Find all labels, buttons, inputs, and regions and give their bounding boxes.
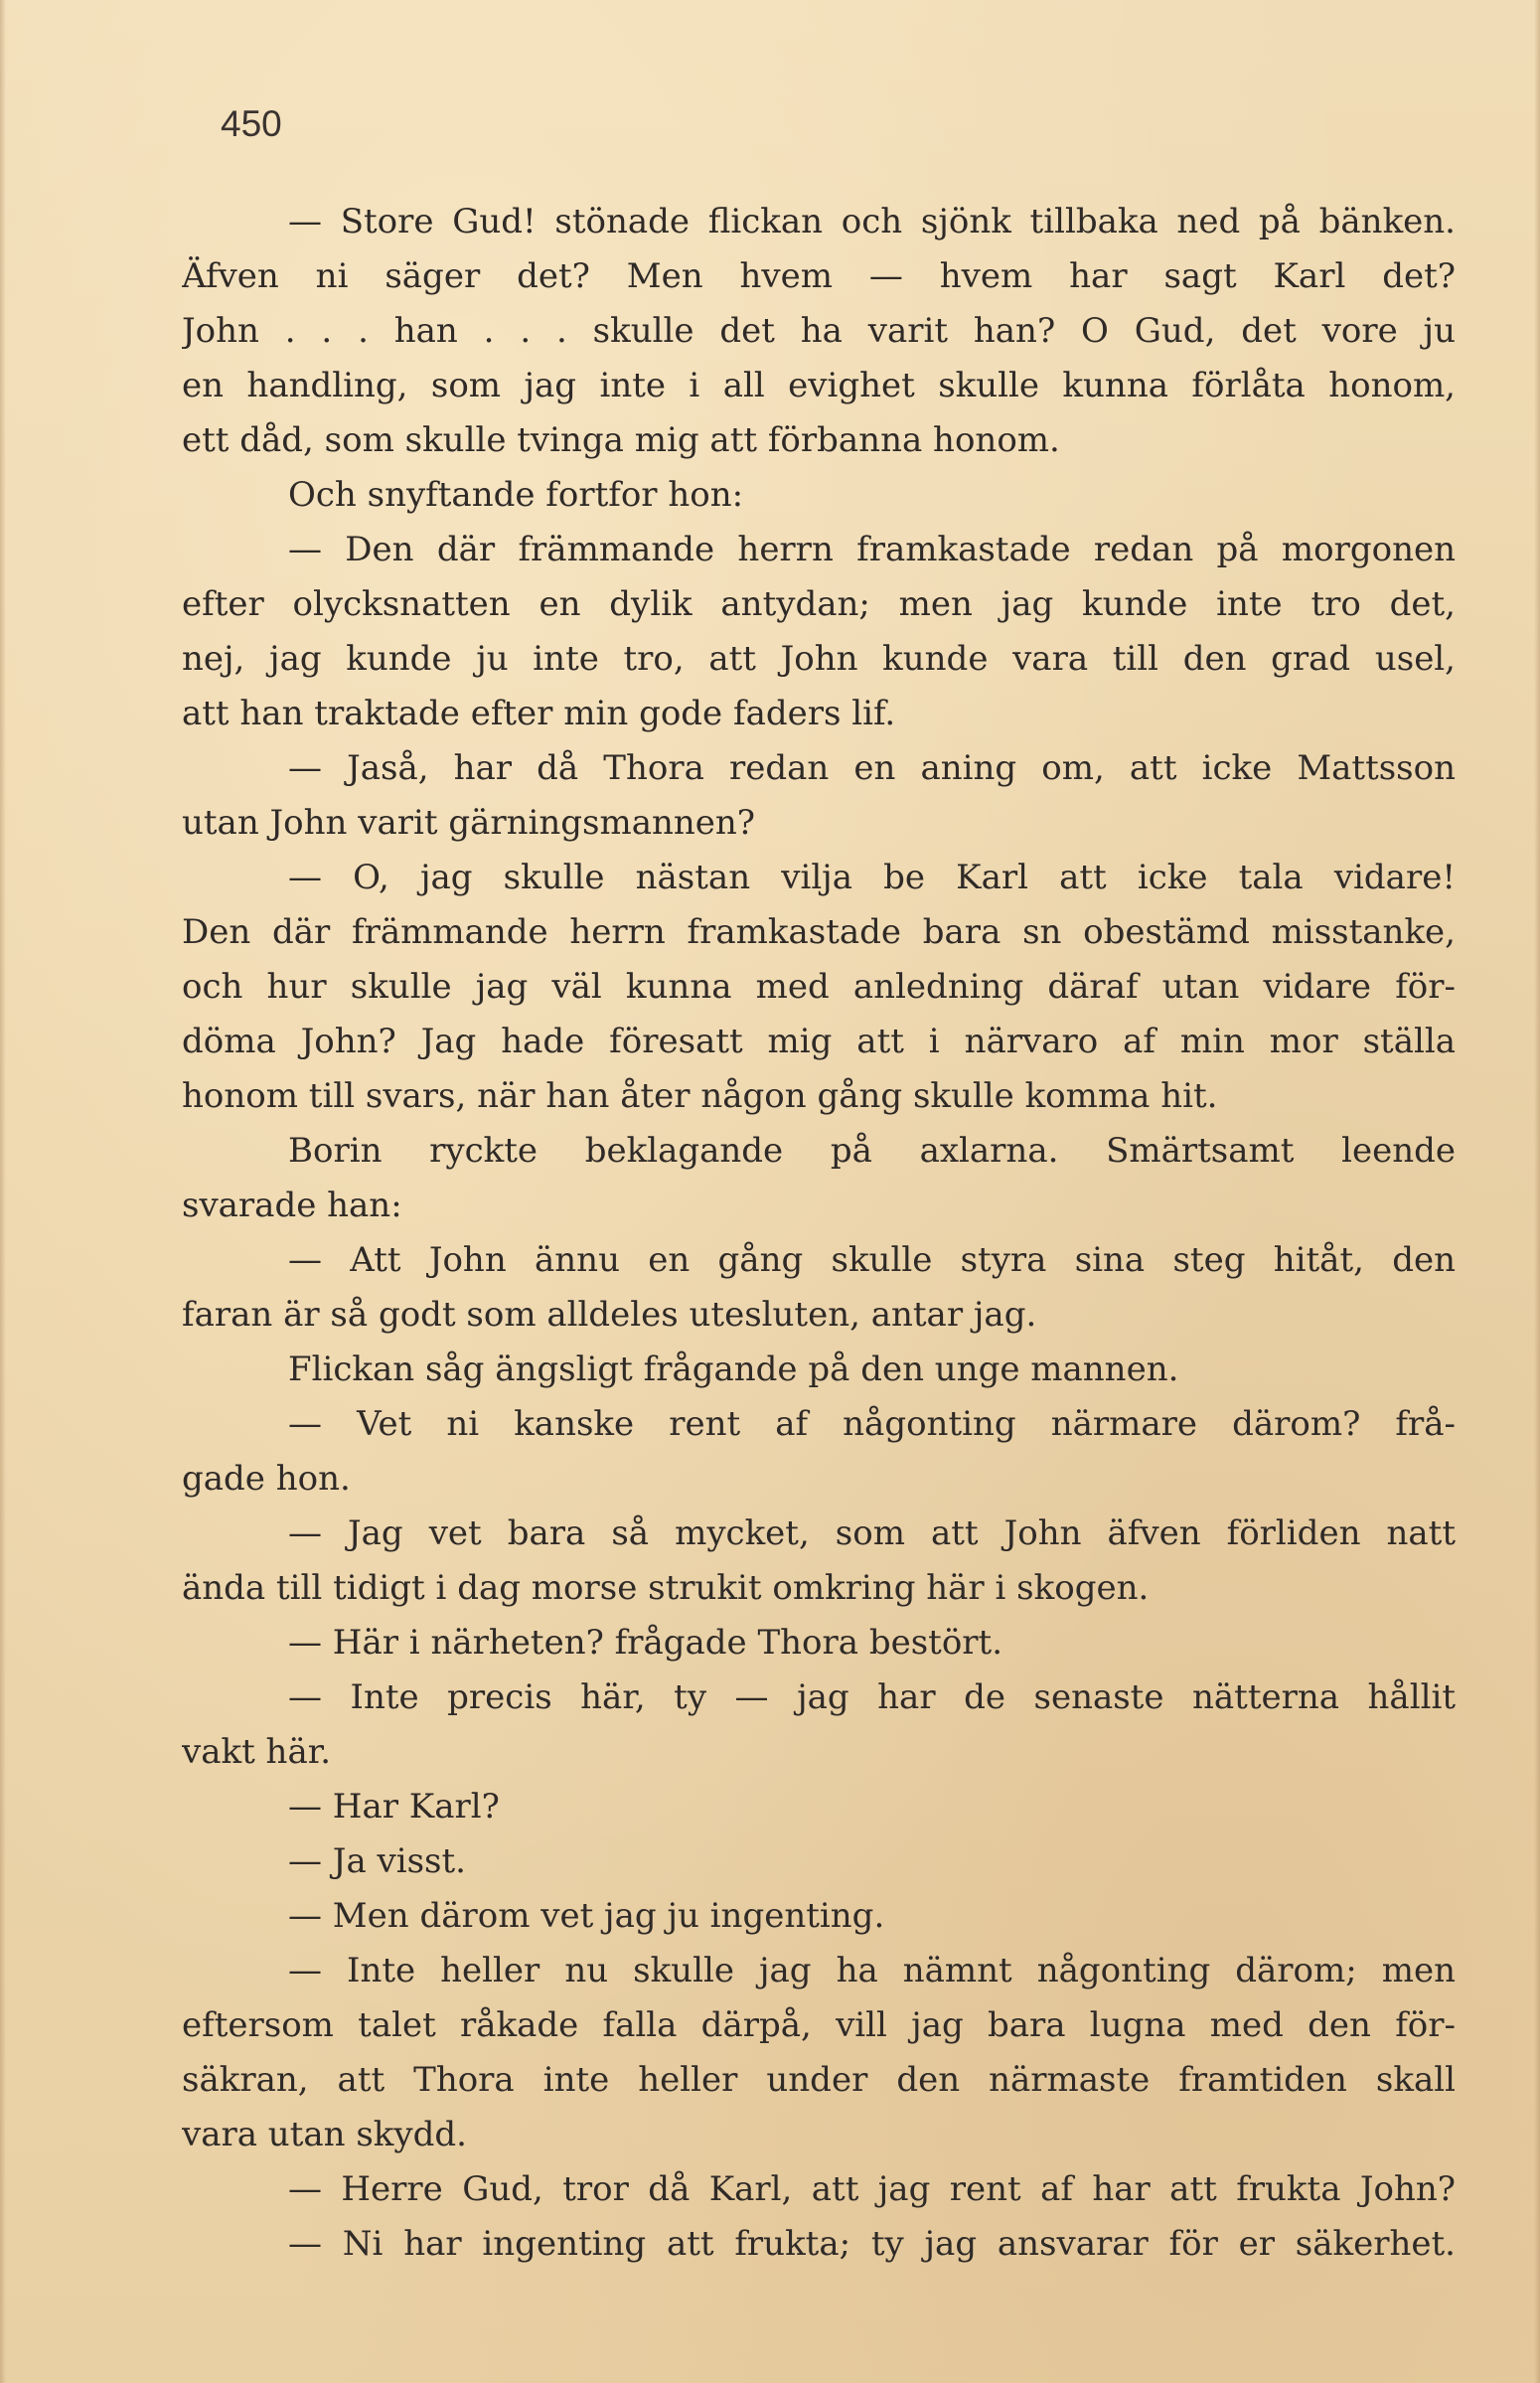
text-line: en handling, som jag inte i all evighet skulle kunna förlåta honom,: [182, 366, 1456, 405]
text-line: — Herre Gud, tror då Karl, att jag rent af har att frukta John?: [288, 2169, 1456, 2209]
page-edge-right: [1534, 0, 1540, 2383]
text-line: — Jaså, har då Thora redan en aning om, att icke Mattsson: [288, 748, 1456, 788]
text-line: John . . . han . . . skulle det ha varit han? O Gud, det vore ju: [182, 311, 1456, 351]
text-line: ända till tidigt i dag morse strukit omkring här i skogen.: [182, 1568, 1150, 1608]
text-line: — Inte precis här, ty — jag har de senaste nätterna hållit: [288, 1677, 1456, 1717]
text-line: — Jag vet bara så mycket, som att John äfven förliden natt: [288, 1513, 1456, 1553]
text-line: — Ja visst.: [288, 1841, 466, 1881]
text-line: — Att John ännu en gång skulle styra sina steg hitåt, den: [288, 1240, 1456, 1280]
text-line: — Vet ni kanske rent af någonting närmare därom? frå-: [288, 1404, 1456, 1444]
text-line: vara utan skydd.: [182, 2115, 467, 2154]
text-line: Äfven ni säger det? Men hvem — hvem har sagt Karl det?: [182, 256, 1456, 296]
body-text: [182, 195, 1456, 2272]
text-line: Den där främmande herrn framkastade bara sn obestämd misstanke,: [182, 912, 1456, 952]
text-line: — O, jag skulle nästan vilja be Karl att icke tala vidare!: [288, 858, 1456, 897]
text-line: — Den där främmande herrn framkastade redan på morgonen: [288, 530, 1456, 569]
text-line: svarade han:: [182, 1186, 402, 1225]
text-line: efter olycksnatten en dylik antydan; men jag kunde inte tro det,: [182, 584, 1456, 624]
text-line: — Men därom vet jag ju ingenting.: [288, 1896, 885, 1936]
text-line: Flickan såg ängsligt frågande på den unge mannen.: [288, 1350, 1179, 1389]
text-line: eftersom talet råkade falla därpå, vill jag bara lugna med den för-: [182, 2005, 1456, 2045]
text-line: honom till svars, när han åter någon gång skulle komma hit.: [182, 1076, 1218, 1116]
text-line: ett dåd, som skulle tvinga mig att förbanna honom.: [182, 420, 1060, 460]
text-line: nej, jag kunde ju inte tro, att John kunde vara till den grad usel,: [182, 639, 1456, 679]
page-number: 450: [221, 103, 282, 144]
text-line: och hur skulle jag väl kunna med anledning däraf utan vidare för-: [182, 967, 1456, 1007]
text-line: vakt här.: [182, 1732, 332, 1772]
text-line: utan John varit gärningsmannen?: [182, 803, 756, 843]
text-line: — Inte heller nu skulle jag ha nämnt någonting därom; men: [288, 1951, 1456, 1990]
text-line: säkran, att Thora inte heller under den närmaste framtiden skall: [182, 2060, 1456, 2100]
text-line: — Store Gud! stönade flickan och sjönk tillbaka ned på bänken.: [288, 202, 1456, 241]
text-line: Och snyftande fortfor hon:: [288, 475, 744, 515]
text-line: att han traktade efter min gode faders lif.: [182, 694, 896, 733]
text-line: Borin ryckte beklagande på axlarna. Smärtsamt leende: [288, 1131, 1456, 1171]
text-line: — Här i närheten? frågade Thora bestört.: [288, 1623, 1003, 1663]
text-line: faran är så godt som alldeles utesluten, antar jag.: [182, 1295, 1037, 1335]
text-line: döma John? Jag hade föresatt mig att i närvaro af min mor ställa: [182, 1022, 1456, 1061]
text-line: — Har Karl?: [288, 1787, 500, 1827]
text-line: — Ni har ingenting att frukta; ty jag ansvarar för er säkerhet.: [288, 2224, 1456, 2264]
text-line: gade hon.: [182, 1459, 351, 1499]
page-edge-left: [0, 0, 6, 2383]
